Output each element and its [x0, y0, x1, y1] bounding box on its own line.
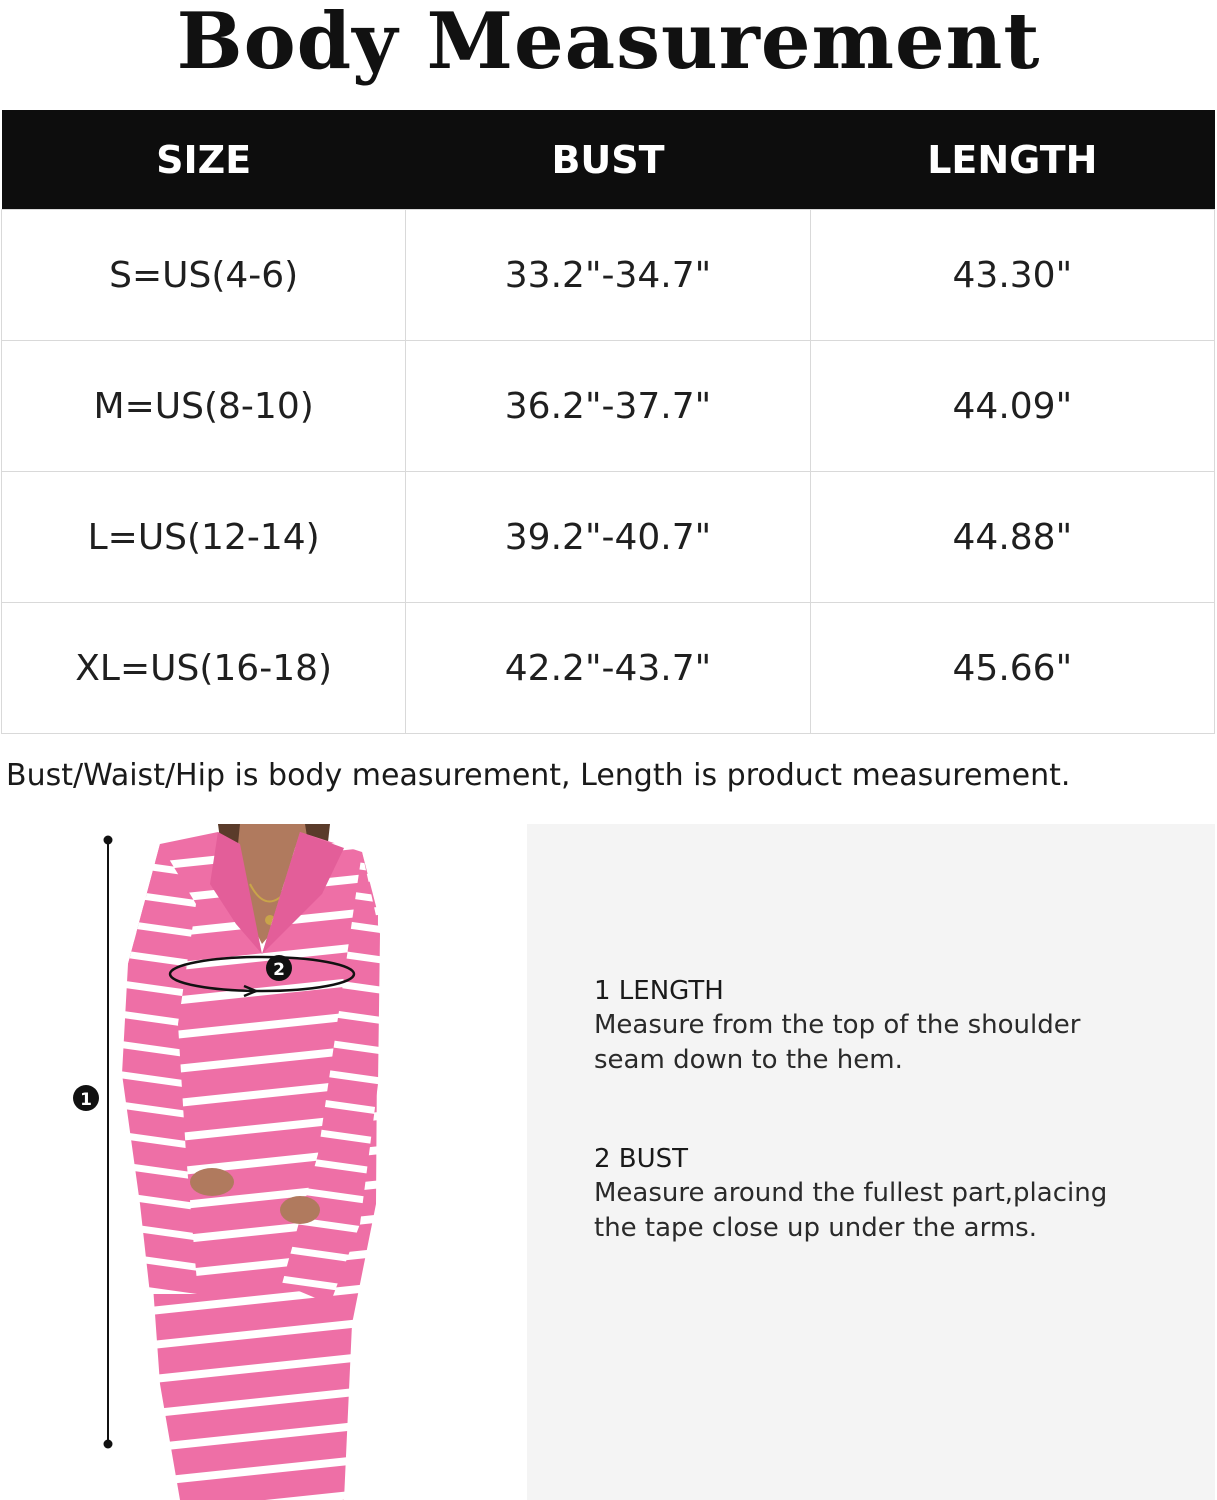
cell-length: 44.88" — [810, 472, 1214, 603]
measurement-note: Bust/Waist/Hip is body measurement, Length is product measurement. — [6, 758, 1071, 793]
cell-length: 45.66" — [810, 603, 1214, 734]
bust-instruction — [594, 1142, 1194, 1246]
cell-length: 43.30" — [810, 210, 1214, 341]
length-text-line-2: seam down to the hem. — [594, 1045, 903, 1075]
header-length: LENGTH — [810, 110, 1214, 210]
header-size: SIZE — [2, 110, 406, 210]
page-title: Body Measurement — [176, 0, 1041, 87]
length-line-top-dot — [104, 836, 113, 845]
marker-bust-badge — [266, 955, 292, 981]
bust-text-line-2: the tape close up under the arms. — [594, 1213, 1037, 1243]
cell-size: XL=US(16-18) — [2, 603, 406, 734]
marker-bust-label: 2 — [273, 960, 285, 980]
model-illustration — [0, 824, 527, 1500]
cell-bust: 42.2"-43.7" — [406, 603, 810, 734]
model-photo — [0, 824, 527, 1500]
bust-heading: 2 BUST — [594, 1144, 689, 1174]
table-row — [2, 341, 1215, 472]
marker-length-label: 1 — [80, 1090, 92, 1110]
header-bust: BUST — [406, 110, 810, 210]
cell-bust: 39.2"-40.7" — [406, 472, 810, 603]
cell-size: M=US(8-10) — [2, 341, 406, 472]
length-instruction — [594, 974, 1194, 1078]
table-row — [2, 210, 1215, 341]
cell-size: L=US(12-14) — [2, 472, 406, 603]
cell-length: 44.09" — [810, 341, 1214, 472]
cell-bust: 33.2"-34.7" — [406, 210, 810, 341]
size-chart-table — [1, 110, 1215, 734]
left-hand — [190, 1168, 234, 1196]
bust-text-line-1: Measure around the fullest part,placing — [594, 1178, 1108, 1208]
length-line-bottom-dot — [104, 1440, 113, 1449]
right-hand — [280, 1196, 320, 1224]
table-row — [2, 472, 1215, 603]
measurement-instructions-panel — [527, 824, 1215, 1500]
cell-size: S=US(4-6) — [2, 210, 406, 341]
length-text-line-1: Measure from the top of the shoulder — [594, 1010, 1081, 1040]
length-heading: 1 LENGTH — [594, 976, 724, 1006]
table-row — [2, 603, 1215, 734]
cell-bust: 36.2"-37.7" — [406, 341, 810, 472]
marker-length-badge — [73, 1085, 99, 1111]
table-header-row — [2, 110, 1215, 210]
